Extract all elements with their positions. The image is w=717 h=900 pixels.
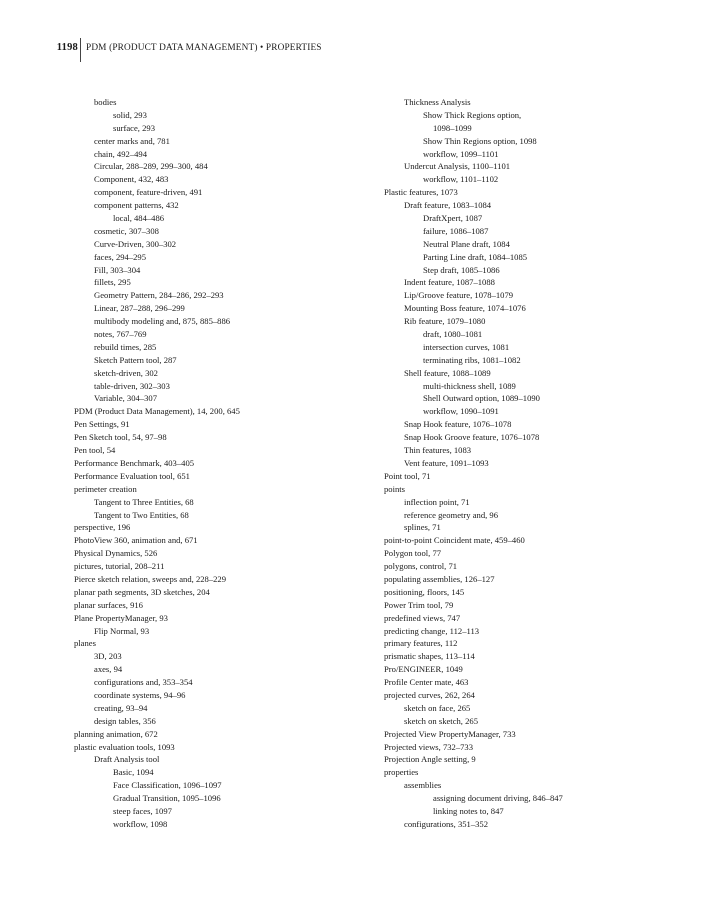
index-entry: Power Trim tool, 79 — [384, 599, 454, 610]
index-entry: creating, 93–94 — [94, 702, 148, 713]
index-entry: 1098–1099 — [433, 122, 472, 133]
index-entry: positioning, floors, 145 — [384, 586, 465, 597]
index-entry: rebuild times, 285 — [94, 341, 157, 352]
index-entry: Point tool, 71 — [384, 470, 431, 481]
index-entry: Polygon tool, 77 — [384, 548, 442, 559]
index-entry: steep faces, 1097 — [113, 805, 172, 816]
index-entry: Geometry Pattern, 284–286, 292–293 — [94, 290, 224, 301]
index-entry: inflection point, 71 — [404, 496, 470, 507]
index-entry: Tangent to Two Entities, 68 — [94, 509, 189, 520]
index-entry: Draft feature, 1083–1084 — [404, 200, 492, 211]
index-entry: Gradual Transition, 1095–1096 — [113, 793, 221, 804]
index-entry: assemblies — [404, 780, 442, 791]
index-entry: sketch on face, 265 — [404, 702, 471, 713]
index-entry: predefined views, 747 — [384, 612, 461, 623]
index-entry: multi-thickness shell, 1089 — [423, 380, 516, 391]
index-entry: coordinate systems, 94–96 — [94, 689, 186, 700]
index-entry: Projected views, 732–733 — [384, 741, 474, 752]
index-entry: axes, 94 — [94, 664, 123, 675]
index-entry: Step draft, 1085–1086 — [423, 264, 500, 275]
index-entry: point-to-point Coincident mate, 459–460 — [384, 535, 525, 546]
index-entry: Pen Settings, 91 — [74, 419, 130, 430]
index-entry: DraftXpert, 1087 — [423, 213, 483, 224]
index-entry: PhotoView 360, animation and, 671 — [74, 535, 198, 546]
index-entry: Basic, 1094 — [113, 767, 154, 778]
index-entry: Shell feature, 1088–1089 — [404, 367, 491, 378]
header-divider — [80, 38, 81, 62]
index-entry: Pen Sketch tool, 54, 97–98 — [74, 432, 167, 443]
index-entry: Snap Hook feature, 1076–1078 — [404, 419, 512, 430]
index-entry: planes — [74, 638, 96, 649]
index-entry: Face Classification, 1096–1097 — [113, 780, 222, 791]
index-entry: Projected View PropertyManager, 733 — [384, 728, 516, 739]
index-entry: sketch-driven, 302 — [94, 367, 158, 378]
index-entry: design tables, 356 — [94, 715, 156, 726]
index-entry: Component, 432, 483 — [94, 174, 169, 185]
index-entry: notes, 767–769 — [94, 329, 147, 340]
index-entry: configurations and, 353–354 — [94, 677, 193, 688]
index-entry: chain, 492–494 — [94, 148, 147, 159]
index-entry: Pierce sketch relation, sweeps and, 228–229 — [74, 573, 227, 584]
index-entry: Mounting Boss feature, 1074–1076 — [404, 303, 526, 314]
index-entry: planar surfaces, 916 — [74, 599, 143, 610]
index-entry: Pen tool, 54 — [74, 445, 116, 456]
index-entry: perimeter creation — [74, 483, 137, 494]
index-entry: table-driven, 302–303 — [94, 380, 170, 391]
index-entry: Rib feature, 1079–1080 — [404, 316, 486, 327]
index-entry: surface, 293 — [113, 122, 155, 133]
index-entry: Pro/ENGINEER, 1049 — [384, 664, 463, 675]
index-entry: Show Thick Regions option, — [423, 109, 522, 120]
index-entry: Linear, 287–288, 296–299 — [94, 303, 185, 314]
running-head: PDM (PRODUCT DATA MANAGEMENT) • PROPERTIES — [86, 43, 322, 53]
index-entry: Curve-Driven, 300–302 — [94, 238, 177, 249]
index-entry: Lip/Groove feature, 1078–1079 — [404, 290, 514, 301]
index-entry: Fill, 303–304 — [94, 264, 141, 275]
index-entry: Shell Outward option, 1089–1090 — [423, 393, 540, 404]
index-entry: Thin features, 1083 — [404, 445, 472, 456]
index-entry: Neutral Plane draft, 1084 — [423, 238, 510, 249]
index-entry: pictures, tutorial, 208–211 — [74, 561, 165, 572]
index-entry: failure, 1086–1087 — [423, 225, 489, 236]
index-entry: workflow, 1099–1101 — [423, 148, 499, 159]
index-entry: multibody modeling and, 875, 885–886 — [94, 316, 231, 327]
index-entry: workflow, 1090–1091 — [423, 406, 499, 417]
index-entry: bodies — [94, 97, 117, 107]
index-entry: sketch on sketch, 265 — [404, 715, 478, 726]
page-number: 1198 — [56, 42, 78, 53]
index-entry: Performance Benchmark, 403–405 — [74, 457, 195, 468]
index-entry: Performance Evaluation tool, 651 — [74, 470, 190, 481]
index-entry: Vent feature, 1091–1093 — [404, 457, 489, 468]
index-entry: Flip Normal, 93 — [94, 625, 150, 636]
page-header — [0, 38, 717, 62]
index-entry: plastic evaluation tools, 1093 — [74, 741, 175, 752]
index-entry: draft, 1080–1081 — [423, 329, 483, 340]
index-entry: prismatic shapes, 113–114 — [384, 651, 475, 662]
index-entry: Undercut Analysis, 1100–1101 — [404, 161, 511, 172]
index-entry: cosmetic, 307–308 — [94, 225, 159, 236]
index-entry: 3D, 203 — [94, 651, 122, 662]
index-entry: PDM (Product Data Management), 14, 200, 645 — [74, 406, 240, 417]
index-entry: workflow, 1098 — [113, 818, 168, 829]
index-entry: terminating ribs, 1081–1082 — [423, 354, 521, 365]
index-entry: linking notes to, 847 — [433, 805, 504, 816]
index-entry: Plane PropertyManager, 93 — [74, 612, 168, 623]
index-entry: Draft Analysis tool — [94, 754, 160, 765]
index-entry: Snap Hook Groove feature, 1076–1078 — [404, 432, 540, 443]
index-entry: solid, 293 — [113, 109, 147, 120]
index-entry: polygons, control, 71 — [384, 561, 458, 572]
index-entry: Sketch Pattern tool, 287 — [94, 354, 177, 365]
index-entry: Indent feature, 1087–1088 — [404, 277, 495, 288]
index-entry: Profile Center mate, 463 — [384, 677, 469, 688]
index-entry: perspective, 196 — [74, 522, 131, 533]
index-entry: component, feature-driven, 491 — [94, 187, 203, 198]
index-entry: Circular, 288–289, 299–300, 484 — [94, 161, 208, 172]
index-entry: Tangent to Three Entities, 68 — [94, 496, 194, 507]
index-entry: local, 484–486 — [113, 213, 165, 224]
index-entry: intersection curves, 1081 — [423, 341, 510, 352]
index-entry: Plastic features, 1073 — [384, 187, 458, 198]
index-entry: Thickness Analysis — [404, 97, 471, 107]
index-entry: workflow, 1101–1102 — [423, 174, 499, 185]
index-column-right — [384, 96, 704, 831]
index-entry: center marks and, 781 — [94, 135, 170, 146]
index-entry: Show Thin Regions option, 1098 — [423, 135, 537, 146]
index-entry: component patterns, 432 — [94, 200, 179, 211]
index-entry: planar path segments, 3D sketches, 204 — [74, 586, 210, 597]
index-entry: planning animation, 672 — [74, 728, 158, 739]
index-entry: Physical Dynamics, 526 — [74, 548, 158, 559]
index-entry: primary features, 112 — [384, 638, 458, 649]
index-entry: projected curves, 262, 264 — [384, 689, 475, 700]
index-column-left — [74, 96, 374, 831]
index-entry: Variable, 304–307 — [94, 393, 158, 404]
index-entry: reference geometry and, 96 — [404, 509, 499, 520]
index-entry: Projection Angle setting, 9 — [384, 754, 476, 765]
index-entry: points — [384, 483, 406, 494]
index-entry: splines, 71 — [404, 522, 441, 533]
index-entry: properties — [384, 767, 419, 778]
index-entry: fillets, 295 — [94, 277, 131, 288]
index-entry: populating assemblies, 126–127 — [384, 573, 495, 584]
index-entry: Parting Line draft, 1084–1085 — [423, 251, 528, 262]
index-entry: assigning document driving, 846–847 — [433, 793, 563, 804]
index-entry: predicting change, 112–113 — [384, 625, 480, 636]
index-entry: configurations, 351–352 — [404, 818, 489, 829]
index-entry: faces, 294–295 — [94, 251, 147, 262]
